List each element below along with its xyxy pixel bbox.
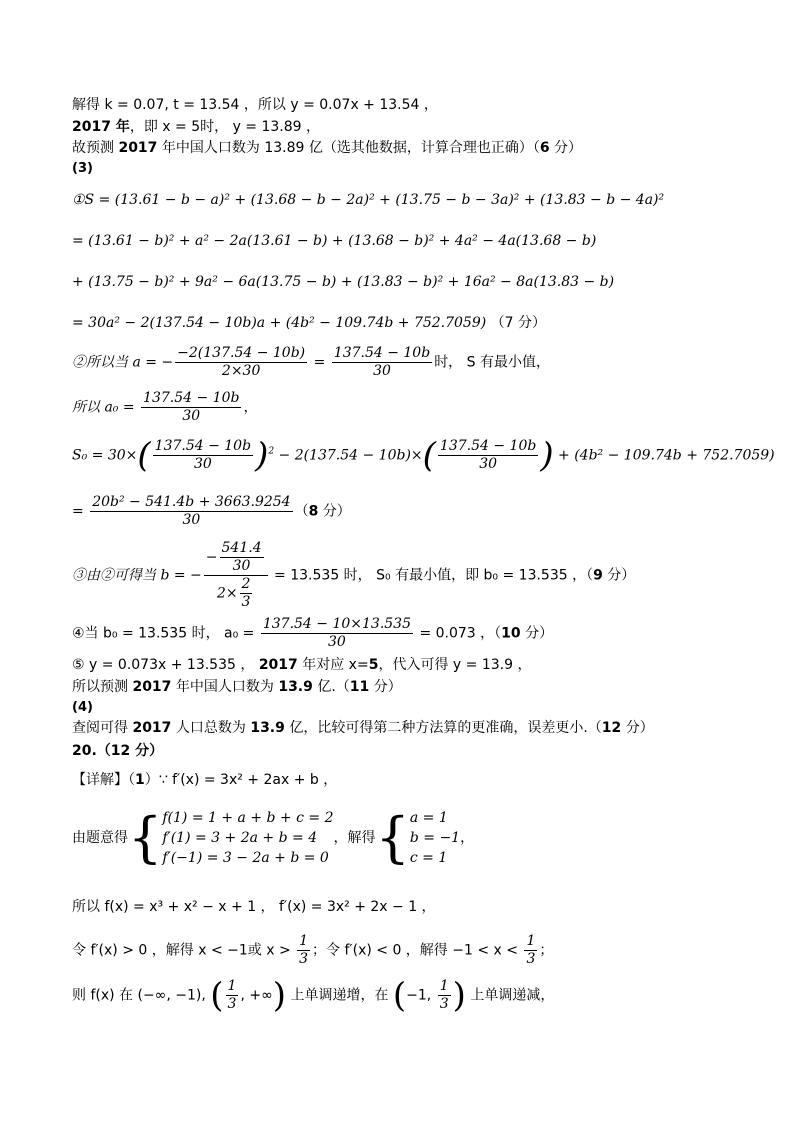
text: 2017 [132,679,172,695]
system-row: a = 1 [409,810,448,826]
text: 分） [369,679,402,695]
S0-line: S₀ = 30×( $\frac{137.54 - 10b}{30}$ )$^2$ − 2(137.54 − 10b)×( $\frac{137.54 - 10b}{30}$ ) + (4b² − 109.74b + 752.7059) [72,435,775,476]
text: ①S = (13.61 − b − a)² + (13.68 − b − 2a)² + (13.75 − b − 3a)² + (13.83 − b − 4a)² [72,192,665,208]
text: 则 f(x) 在 (−∞, −1), [72,987,211,1004]
text: 2017 [118,140,158,156]
numerator: 2 [241,576,251,592]
system-equations-line [72,808,474,868]
text: 时， S 有最小值， [434,354,550,371]
fraction [90,494,292,529]
text: 分） [621,720,654,736]
text: 年中国人口数为 [171,679,279,695]
numerator: 137.54 − 10b [439,438,537,454]
numerator [204,540,268,576]
text: ②所以当 a = − [72,354,174,371]
paren-open: ( [210,975,224,1016]
question-20-heading [72,742,163,760]
text: 令 f′(x) > 0 ，解得 x < −1或 x > [72,942,296,959]
step-5-line [72,656,531,674]
brace-left: { [128,806,163,869]
paren-open: ( [137,435,151,476]
text: ； [539,942,554,959]
text: 2017 年 [72,119,130,135]
numerator: 1 [227,978,237,994]
denominator: 30 [193,456,212,472]
text: 上单调递增，在 [286,987,393,1004]
text: 分） [520,625,554,642]
text: = [72,503,89,520]
text: 2017 [132,720,172,736]
text: 分） [602,567,636,584]
text: ④当 b₀ = 13.535 时， a₀ = [72,625,259,642]
numerator: 1 [439,978,449,994]
text: − [205,549,218,566]
numerator: 137.54 − 10b [154,438,252,454]
S0-result-line [72,494,351,529]
denominator: 30 [232,558,251,574]
fraction [297,933,310,968]
text: ③由②可得当 b = − [72,567,202,584]
text: , +∞ [240,987,273,1004]
fraction [524,933,537,968]
equation-system [162,808,333,868]
denominator: 30 [479,456,498,472]
text: ⑤ y = 0.073x + 13.535 ， [72,657,259,673]
text: 10 [501,625,521,642]
text: 13.9 [250,720,285,736]
denominator: 3 [227,996,237,1012]
text: 亿.（ [312,679,350,695]
text: 9 [593,567,603,584]
text: (3) [72,161,93,176]
text: 所以 a₀ = [72,399,140,416]
text: ，代入可得 y = 13.9 ， [378,657,532,673]
paren-close: ) [255,435,269,476]
denominator: 2×30 [221,363,261,379]
fraction [175,345,307,380]
text: 分） [318,503,351,520]
fraction [240,576,253,611]
fraction [153,438,253,473]
fraction [141,390,241,425]
text: 解得 k = 0.07, t = 13.54 ，所以 y = 0.07x + 13.54 ， [72,97,438,113]
denominator: 3 [299,951,309,967]
text: + (13.75 − b)² + 9a² − 6a(13.75 − b) + (13.83 − b)² + 16a² − 8a(13.83 − b) [72,274,615,290]
text: 亿，比较可得第二种方法算的更准确，误差更小.（ [284,720,602,736]
function-f-line [72,898,436,916]
equation-simplified [72,314,546,332]
fraction [226,978,239,1013]
denominator: 30 [182,408,201,424]
paren-open: ( [422,435,436,476]
text: ， [460,830,475,846]
text: = 0.073 ，（ [415,625,502,642]
denominator: 30 [182,512,201,528]
paren-open: ( [392,975,407,1016]
paren-close: ) [272,975,286,1016]
text: 故预测 [72,140,119,156]
denominator: 30 [373,363,391,379]
forecast-13-9-line [72,678,402,696]
paren-close: ) [540,435,554,476]
step-3-line [72,540,635,611]
system-row: b = −1 [409,830,461,846]
text: (4) [72,700,93,715]
text: 1 [135,772,145,788]
fraction [220,540,264,575]
text: 所以 f(x) = x³ + x² − x + 1 ， f′(x) = 3x² + 2x − 1 ， [72,899,436,915]
text: 20.（12 分） [72,743,164,759]
text: 2017 [258,657,298,673]
step-2-line [72,345,550,380]
monotonic-condition-line [72,933,553,968]
system-row: c = 1 [409,850,448,866]
brace-left: { [375,806,410,869]
text: = (13.61 − b)² + a² − 2a(13.61 − b) + (13.68 − b)² + 4a² − 4a(13.68 − b) [72,233,597,249]
denominator: 30 [328,634,346,650]
comparison-line [72,719,654,737]
text: = [309,354,330,371]
text: 查阅可得 [72,720,133,736]
equation-S [72,191,664,209]
denominator [204,576,268,611]
numerator: 137.54 − 10b [143,390,240,406]
paren-close: ) [452,975,466,1016]
equation-expand-1 [72,232,596,250]
text: 13.9 [278,679,313,695]
text: + (4b² − 109.74b + 752.7059) [553,447,775,464]
numerator: 137.54 − 10×13.535 [262,616,411,632]
system-row: f(1) = 1 + a + b + c = 2 [162,810,334,826]
fraction [261,616,413,651]
numerator: 1 [299,933,309,949]
system-row: f′(−1) = 3 − 2a + b = 0 [162,850,329,866]
text: ，即 x = 5时， y = 13.89 ， [129,119,321,135]
numerator: 137.54 − 10b [333,345,431,361]
text: = 13.535 时， S₀ 有最小值，即 b₀ = 13.535 ，（ [269,567,594,584]
fraction [204,540,268,611]
system-row: f′(1) = 3 + 2a + b = 4 [162,830,318,846]
equation-expand-2 [72,273,614,291]
detail-derivative-line [72,771,337,789]
text: （ [294,503,309,520]
numerator: 1 [526,933,536,949]
fraction [438,978,451,1013]
text: 年对应 x= [297,657,369,673]
text: ）∵ f′(x) = 3x² + 2ax + b ， [144,772,338,788]
denominator: 3 [526,951,536,967]
text: 人口总数为 [171,720,251,736]
numerator: −2(137.54 − 10b) [177,345,306,361]
text: ， [243,399,258,416]
text: 由题意得 [72,830,128,846]
part-4-label [72,699,93,717]
text: 【详解】（ [72,772,135,788]
text: 8 [308,503,319,520]
solve-k-t-line [72,96,438,114]
text: 年中国人口数为 13.89 亿（选其他数据，计算合理也正确）（ [157,140,540,156]
numerator: 541.4 [221,540,262,556]
text: 所以预测 [72,679,133,695]
fraction [438,438,538,473]
denominator: 3 [241,594,251,610]
text: − 2(137.54 − 10b)× [274,447,423,464]
text: S₀ = 30× [72,447,138,464]
a0-line [72,390,257,425]
part-3-label [72,160,93,178]
year-2017-line [72,118,320,136]
forecast-line [72,139,582,157]
text: = 30a² − 2(137.54 − 10b)a + (4b² − 109.74b + 752.7059) [72,315,487,331]
denominator: 3 [439,996,449,1012]
text: ；令 f′(x) < 0 ，解得 −1 < x < [312,942,523,959]
text: 上单调递减， [465,987,555,1004]
solution-system [410,808,460,868]
step-4-line [72,616,553,651]
text: 分） [549,140,583,156]
monotonic-interval-line [72,975,555,1016]
text: 11 [349,679,370,695]
text: 6 [539,140,550,156]
text: 12 [601,720,622,736]
numerator: 20b² − 541.4b + 3663.9254 [92,494,291,510]
text: ，解得 [333,830,376,846]
text: 2× [216,585,238,602]
fraction [332,345,432,380]
text: −1, [406,987,436,1004]
text: 5 [368,657,379,673]
text: （7 分） [490,315,547,331]
